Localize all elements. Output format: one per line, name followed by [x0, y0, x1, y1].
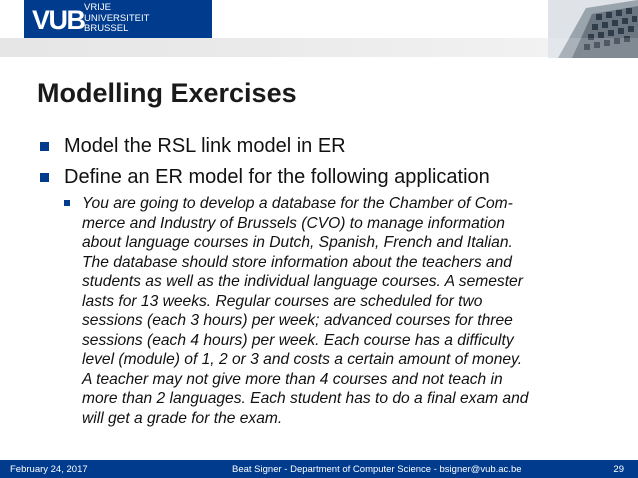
sub-bullet-text — [82, 194, 598, 428]
small-square-bullet-icon — [64, 200, 70, 206]
page-number: 29 — [613, 464, 624, 475]
text-line: A teacher may not give more than 4 courses and not teach in — [82, 370, 503, 388]
footer-date: February 24, 2017 — [10, 464, 88, 475]
square-bullet-icon — [40, 173, 49, 182]
text-line: lasts for 13 weeks. Regular courses are scheduled for two — [82, 292, 483, 310]
text-line: The database should store information about the teachers and — [82, 253, 512, 271]
square-bullet-icon — [40, 142, 49, 151]
text-line: You are going to develop a database for the Chamber of Com- — [82, 195, 513, 212]
bullet-text: Define an ER model for the following application — [64, 166, 490, 188]
slide-header — [0, 0, 638, 58]
bullet-item-1 — [40, 135, 346, 158]
logo-line-2: UNIVERSITEIT — [84, 12, 150, 24]
text-line: sessions (each 3 hours) per week; advanced courses for three — [82, 312, 513, 329]
vub-logo — [24, 0, 212, 38]
building-image-icon — [548, 0, 638, 58]
logo-text — [84, 3, 149, 35]
logo-line-1: VRIJE — [84, 2, 111, 13]
bullet-item-2 — [40, 166, 490, 189]
sub-bullet-item — [64, 194, 598, 428]
logo-mark: VUB — [32, 5, 85, 35]
bullet-text: Model the RSL link model in ER — [64, 135, 346, 157]
header-band — [0, 38, 638, 57]
text-line: will get a grade for the exam. — [82, 409, 283, 427]
text-line: students as well as the individual language courses. A semester — [82, 273, 523, 290]
slide-title: Modelling Exercises — [37, 78, 297, 108]
text-line: merce and Industry of Brussels (CVO) to manage information — [82, 214, 505, 232]
text-line: more than 2 languages. Each student has to do a final exam and — [82, 390, 529, 407]
text-line: level (module) of 1, 2 or 3 and costs a certain amount of money. — [82, 351, 523, 368]
slide-footer — [0, 460, 638, 478]
text-line: sessions (each 4 hours) per week. Each course has a difficulty — [82, 331, 514, 349]
footer-author: Beat Signer - Department of Computer Science - bsigner@vub.ac.be — [232, 464, 522, 475]
text-line: about language courses in Dutch, Spanish, French and Italian. — [82, 234, 513, 251]
logo-line-3: BRUSSEL — [84, 23, 129, 34]
